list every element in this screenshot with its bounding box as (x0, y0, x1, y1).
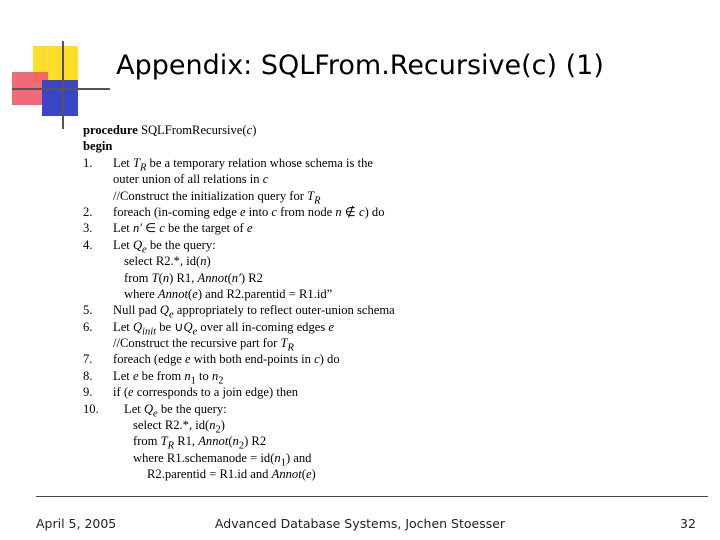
line-number: 2. (83, 204, 93, 219)
procedure-listing (83, 122, 503, 483)
procedure-line (83, 188, 503, 207)
line-text: begin (83, 139, 113, 154)
line-number: 7. (83, 352, 93, 367)
line-number: 6. (83, 319, 93, 334)
line-text: select R2.*, id(n) (124, 254, 211, 269)
procedure-line (83, 220, 503, 236)
logo-blue-square (42, 80, 78, 116)
procedure-line (83, 204, 503, 220)
procedure-line (83, 286, 503, 302)
line-text: Null pad $Q_e$ appropriately to reflect outer-union schema (113, 303, 395, 321)
line-text: procedure SQLFromRecursive(c) (83, 123, 257, 137)
line-number: 9. (83, 385, 93, 400)
line-text: Let n′ ∈ c be the target of e (113, 221, 253, 236)
line-number: 8. (83, 368, 93, 383)
procedure-line (83, 237, 503, 256)
procedure-line (83, 270, 503, 286)
line-text: from $T_R$ R1, $Annot(n_2)$ R2 (133, 434, 267, 452)
procedure-line (83, 122, 503, 138)
line-number: 10. (83, 401, 99, 416)
procedure-line (83, 466, 503, 482)
procedure-line (83, 302, 503, 321)
procedure-line (83, 319, 503, 338)
procedure-line (83, 253, 503, 269)
line-text: if (e corresponds to a join edge) then (113, 385, 299, 400)
line-text: foreach (edge e with both end-points in c) do (113, 352, 340, 367)
line-text: select R2.*, $id(n_2)$ (133, 418, 225, 436)
procedure-line (83, 171, 503, 187)
procedure-line (83, 450, 503, 469)
line-number: 1. (83, 155, 93, 170)
line-text: foreach (in-coming edge e into c from node n ∉ c) do (113, 204, 385, 219)
procedure-line (83, 417, 503, 436)
line-text: where Annot(e) and R2.parentid = R1.id” (124, 286, 333, 301)
line-text: outer union of all relations in c (113, 172, 269, 187)
line-number: 3. (83, 221, 93, 236)
line-text: from T(n) R1, Annot(n′) R2 (124, 270, 263, 285)
line-text: Let $T_R$ be a temporary relation whose schema is the (113, 155, 373, 174)
procedure-line (83, 433, 503, 452)
procedure-line (83, 368, 503, 387)
line-text: R2.parentid = R1.id and Annot(e) (147, 467, 316, 482)
procedure-line (83, 401, 503, 420)
page-number: 32 (680, 516, 696, 531)
procedure-line (83, 384, 503, 400)
footer-divider (36, 496, 708, 497)
line-text: Let $Q_{init}$ be $\cup Q_e$ over all in-coming edges e (113, 319, 334, 338)
footer-title: Advanced Database Systems, Jochen Stoesser (214, 516, 506, 531)
line-text: where R1.schemanode = $id(n_1)$ and (133, 450, 312, 469)
line-number: 5. (83, 303, 93, 318)
logo-horizontal-line (12, 88, 110, 90)
procedure-line (83, 335, 503, 354)
slide-title: Appendix: SQLFrom.Recursive(c) (1) (116, 50, 604, 81)
line-text: Let $Q_e$ be the query: (124, 401, 227, 420)
footer-date: April 5, 2005 (36, 516, 117, 531)
procedure-line (83, 155, 503, 174)
line-number: 4. (83, 237, 93, 252)
procedure-line (83, 351, 503, 367)
line-text: Let e be from $n_1$ to $n_2$ (113, 368, 224, 387)
line-text: //Construct the recursive part for $T_R$ (113, 336, 294, 354)
procedure-line (83, 138, 503, 154)
line-text: Let $Q_e$ be the query: (113, 237, 216, 256)
line-text: //Construct the initialization query for $T_R$ (113, 188, 321, 207)
